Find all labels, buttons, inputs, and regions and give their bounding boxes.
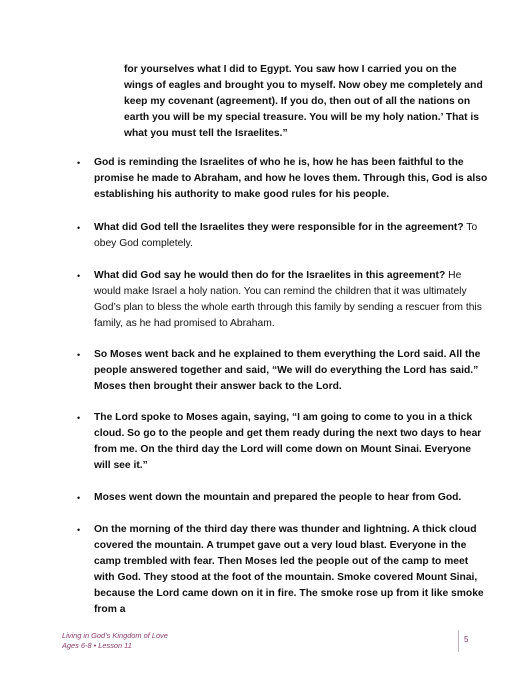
bullet-bold-text: What did God tell the Israelites they were responsible for in the agreement? [94, 222, 464, 233]
list-item [77, 268, 490, 332]
bullet-icon: • [77, 271, 81, 281]
bullet-bold-text: God is reminding the Israelites of who he is, how he has been faithful to the promise he made to Abraham, and how he loves them. Through this, God is also establishing his authority to make good rules for his people. [94, 157, 488, 200]
bullet-icon: • [77, 350, 81, 360]
list-item [77, 522, 490, 618]
list-item [77, 155, 490, 203]
list-item [77, 220, 490, 252]
list-item [77, 410, 490, 474]
bullet-bold-text: The Lord spoke to Moses again, saying, “I am going to come to you in a thick cloud. So go to the people and get them ready during the next two days to hear from me. On the third day the Lord will come down on Mount Sinai. Everyone will see it.” [94, 412, 482, 471]
footer-course-info [62, 631, 168, 651]
footer-divider [458, 630, 459, 652]
bullet-bold-text: What did God say he would then do for the Israelites in this agreement? [94, 270, 446, 281]
list-item [77, 490, 490, 506]
bullet-text: To obey God completely. [94, 222, 478, 249]
list-item [77, 347, 490, 395]
page-number: 5 [464, 635, 469, 644]
footer-subtitle: Ages 6-8 • Lesson 11 [62, 641, 132, 650]
bullet-icon: • [77, 413, 81, 423]
bullet-bold-text: So Moses went back and he explained to them everything the Lord said. All the people answered together and said, “We will do everything the Lord has said.” Moses then brought their answer back to the Lord. [94, 349, 481, 392]
bullet-icon: • [77, 223, 81, 233]
footer-title: Living in God’s Kingdom of Love [62, 631, 168, 640]
bullet-bold-text: On the morning of the third day there was thunder and lightning. A thick cloud covered the mountain. A trumpet gave out a very loud blast. Everyone in the camp trembled with fear. Then Moses led the people out of the camp to meet with God. They stood at the foot of the mountain. Smoke covered Mount Sinai, because the Lord came down on it in fire. The smoke rose up from it like smoke from a [94, 524, 484, 615]
scripture-quote: for yourselves what I did to Egypt. You saw how I carried you on the wings of eagles and brought you to myself. Now obey me completely and keep my covenant (agreement). If you do, then out of all the nations on earth you will be my special treasure. You will be my holy nation.’ That is what you must tell the Israelites.” [124, 64, 483, 139]
bullet-icon: • [77, 158, 81, 168]
bullet-text: He would make Israel a holy nation. You can remind the children that it was ultimately God’s plan to bless the whole earth through this family by sending a rescuer from this family, as he had promised to Abraham. [94, 270, 482, 329]
bullet-bold-text: Moses went down the mountain and prepared the people to hear from God. [94, 492, 462, 503]
bullet-icon: • [77, 525, 81, 535]
bullet-icon: • [77, 493, 81, 503]
